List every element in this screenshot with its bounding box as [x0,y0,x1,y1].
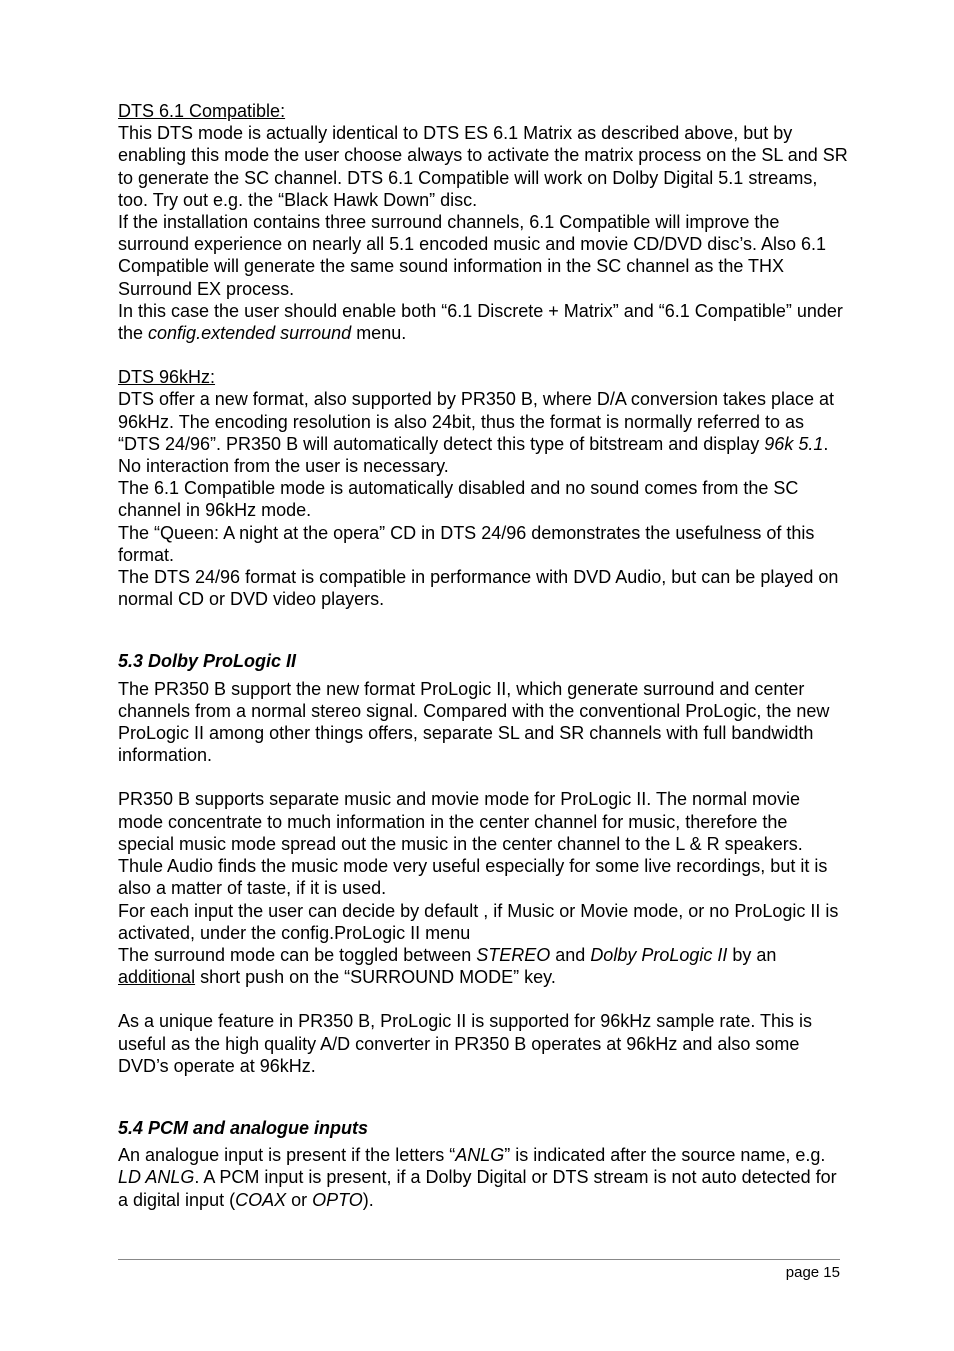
paragraph: The DTS 24/96 format is compatible in performance with DVD Audio, but can be played on normal CD or DVD video players. [118,567,839,610]
paragraph: An analogue input is present if the letters “ANLG” is indicated after the source name, e.g. LD ANLG. A PCM input is present, if a Dolby Digital or DTS stream is not auto detected for a digital input (COAX or OPTO). [118,1145,837,1210]
paragraph: PR350 B supports separate music and movie mode for ProLogic II. The normal movie mode concentrate to much information in the center channel for music, therefore the special music mode spread out the music in the center channel to the L & R speakers. [118,789,803,854]
display-text: 96k 5.1 [764,433,824,454]
paragraph: For each input the user can decide by default , if Music or Movie mode, or no ProLogic II is activated, under the config.ProLogic II menu [118,900,839,943]
paragraph: If the installation contains three surround channels, 6.1 Compatible will improve the surround experience on nearly all 5.1 encoded music and movie CD/DVD disc’s. Also 6.1 Compatible will generate the same sound information in the SC channel as the THX Surround EX process. [118,212,827,299]
paragraph: The 6.1 Compatible mode is automatically disabled and no sound comes from the SC channel in 96kHz mode. [118,478,799,521]
section-heading-dts61: DTS 6.1 Compatible: [118,101,286,121]
section-heading-dts96: DTS 96kHz: [118,367,216,388]
section-heading-pcm: 5.4 PCM and analogue inputs [118,1117,369,1138]
paragraph: The surround mode can be toggled between STEREO and Dolby ProLogic II by an additional short push on the “SURROUND MODE” key. [118,944,777,988]
paragraph: In this case the user should enable both “6.1 Discrete + Matrix” and “6.1 Compatible” under the config.extended surround menu. [118,300,843,344]
paragraph: Thule Audio finds the music mode very useful especially for some live recordings, but it is also a matter of taste, if it is used. [118,856,828,899]
paragraph: As a unique feature in PR350 B, ProLogic II is supported for 96kHz sample rate. This is useful as the high quality A/D converter in PR350 B operates at 96kHz and also some DVD’s operate at 96kHz. [118,1011,813,1076]
paragraph: The PR350 B support the new format ProLogic II, which generate surround and center channels from a normal stereo signal. Compared with the conventional ProLogic, the new ProLogic II among other things offers, separate SL and SR channels with full bandwidth information. [118,678,830,766]
footer-divider [118,1259,840,1260]
menu-name: config.extended surround [148,323,352,344]
page-content [118,100,848,1211]
paragraph: This DTS mode is actually identical to DTS ES 6.1 Matrix as described above, but by enabling this mode the user choose always to activate the matrix process on the SL and SR to generate the SC channel. DTS 6.1 Compatible will work on Dolby Digital 5.1 streams, too. Try out e.g. the “Black Hawk Down” disc. [118,123,848,210]
paragraph: DTS offer a new format, also supported by PR350 B, where D/A conversion takes place at 96kHz. The encoding resolution is also 24bit, thus the format is normally referred to as “DTS 24/96”. PR350 B will automatically detect this type of bitstream and display 96k 5.1. No interaction from the user is necessary. [118,389,835,477]
section-heading-prologic: 5.3 Dolby ProLogic II [118,651,297,672]
page-number: page 15 [785,1264,840,1281]
paragraph: The “Queen: A night at the opera” CD in DTS 24/96 demonstrates the usefulness of this format. [118,522,815,565]
